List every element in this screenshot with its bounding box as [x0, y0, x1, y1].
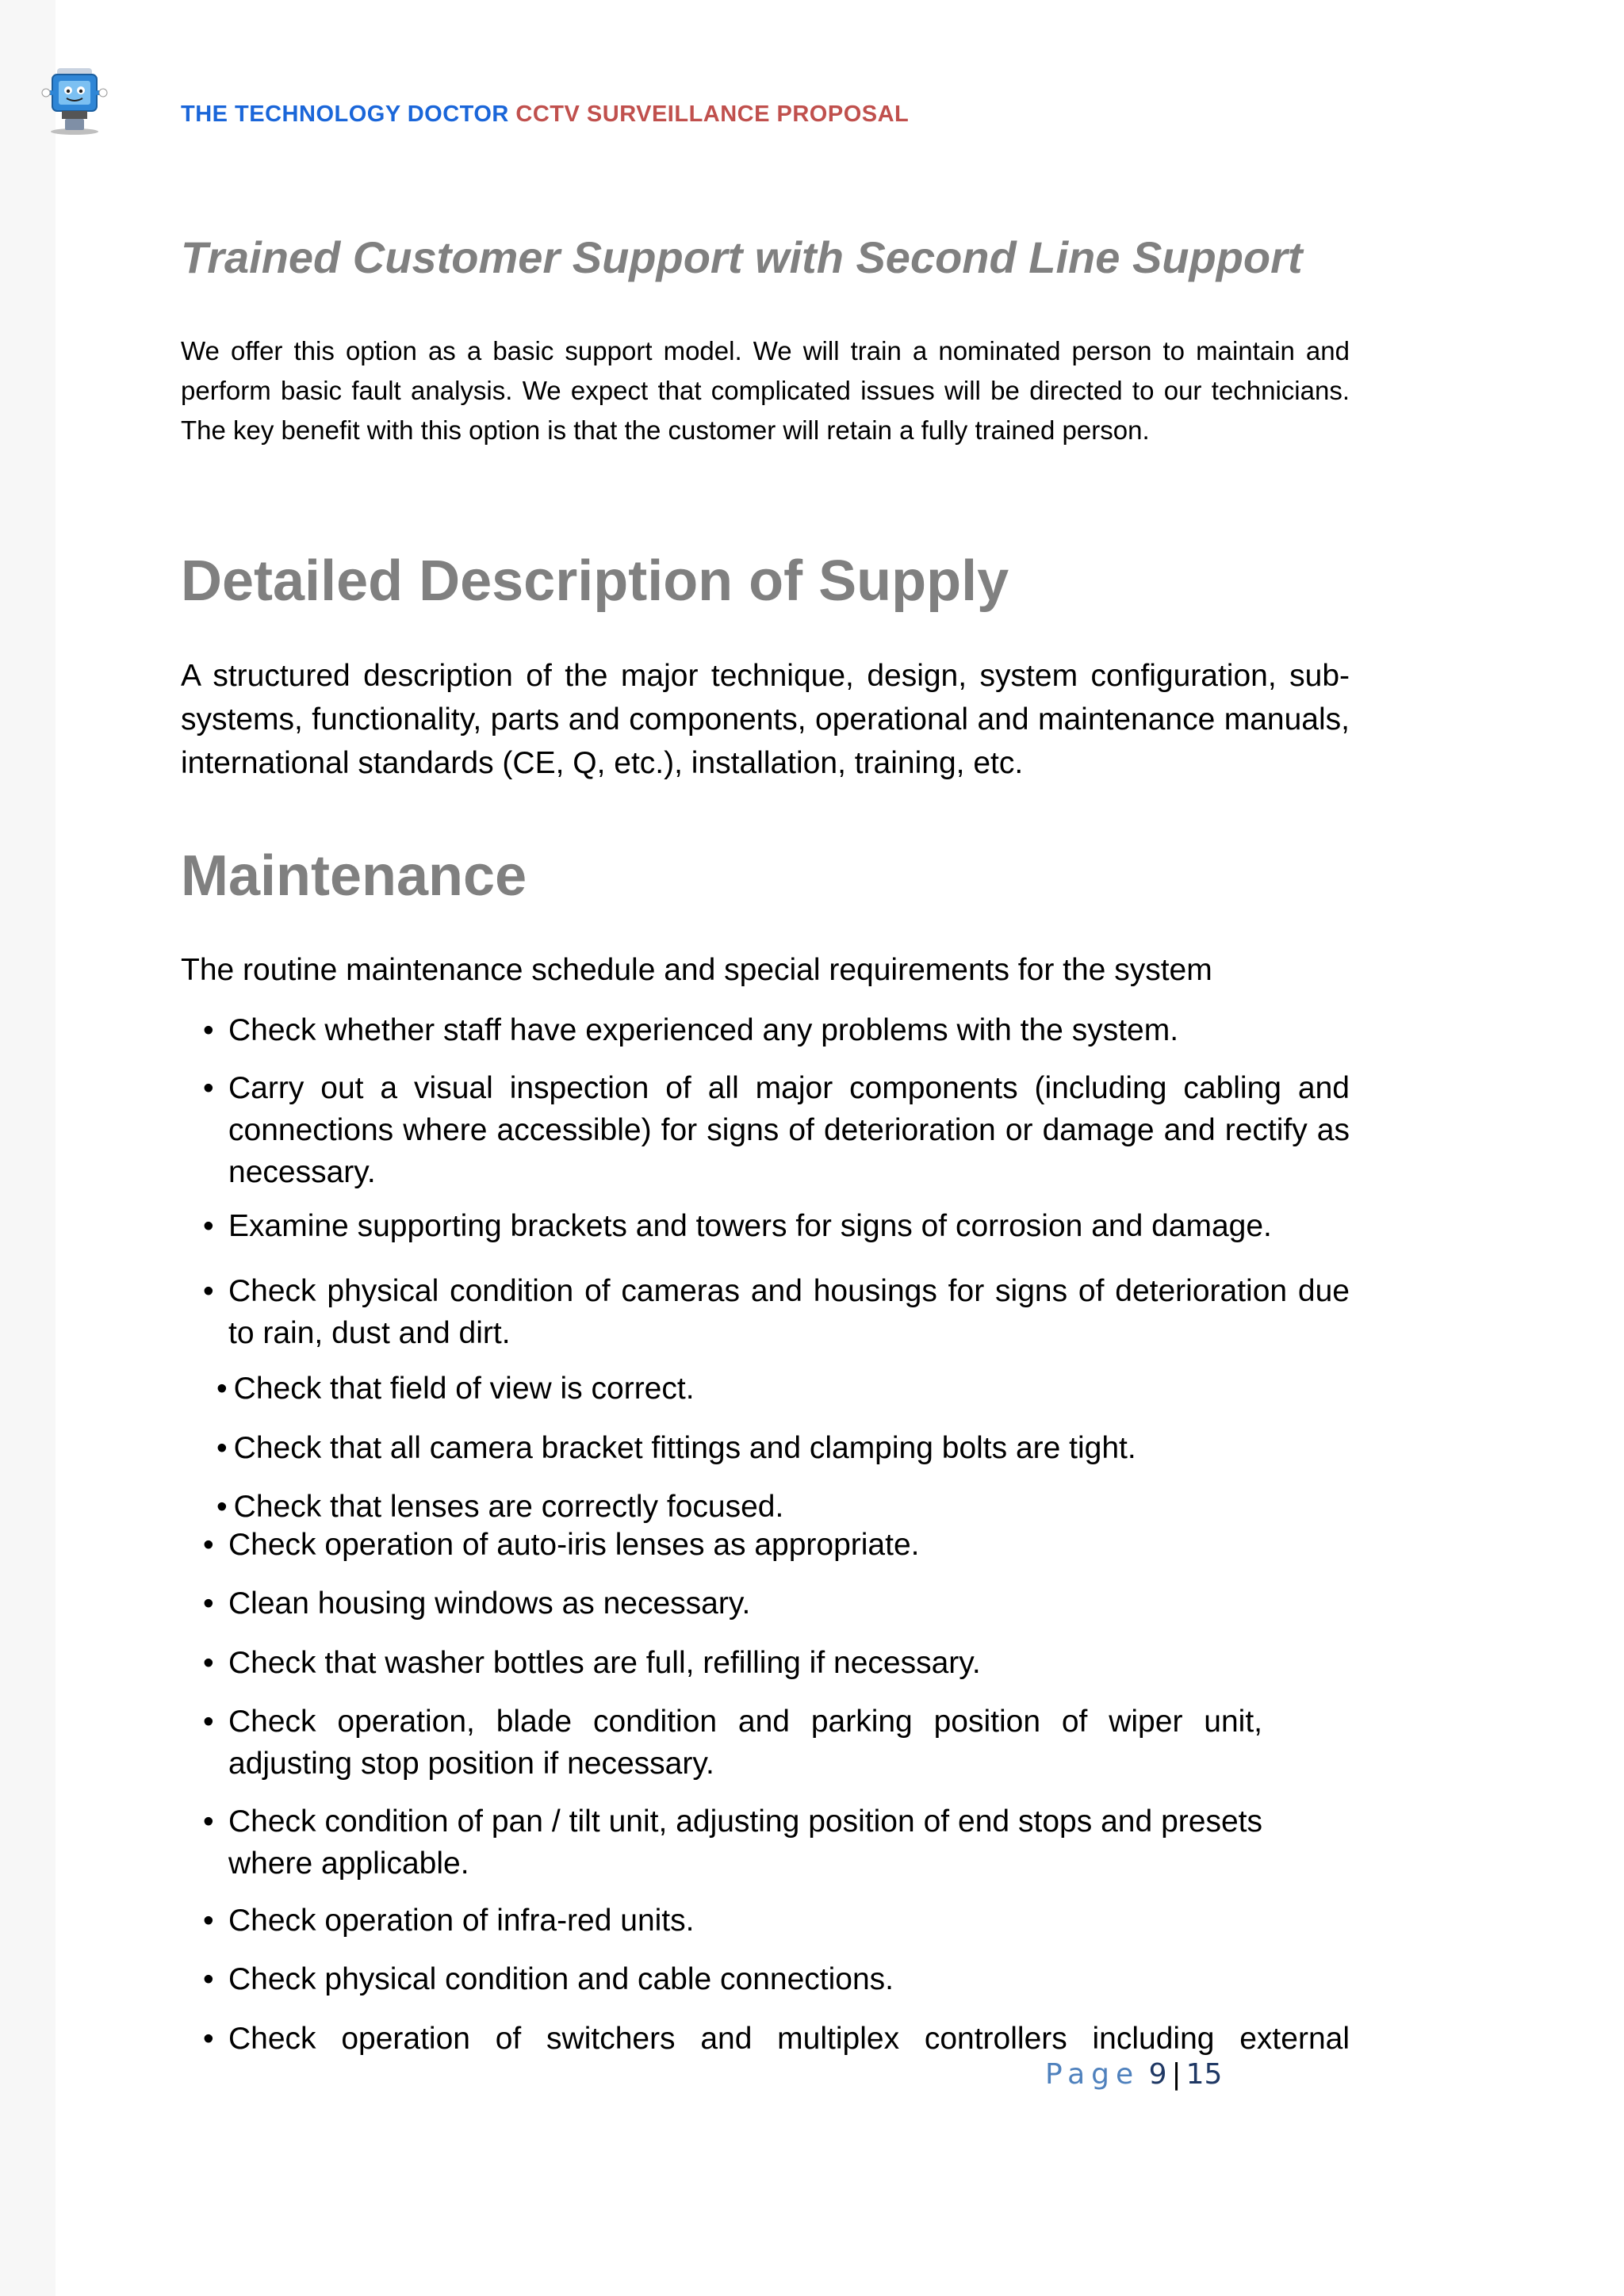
- bullet-icon: •: [216, 1372, 228, 1406]
- bullet-icon: •: [203, 1586, 214, 1621]
- list-item: [203, 1800, 1262, 1885]
- list-item-text: Clean housing windows as necessary.: [228, 1586, 751, 1621]
- list-item-text: Check operation of switchers and multiplex controllers including external: [228, 2022, 1350, 2056]
- heading-maintenance: Maintenance: [181, 844, 527, 908]
- list-item: [203, 1270, 1350, 1354]
- footer-total-pages: 15: [1185, 2058, 1223, 2091]
- list-item: [203, 1701, 1262, 1785]
- bullet-icon: •: [203, 1962, 214, 1996]
- heading-trained-support: Trained Customer Support with Second Line Support: [181, 232, 1303, 282]
- bullet-icon: •: [203, 1209, 214, 1243]
- paragraph-trained-support: We offer this option as a basic support model. We will train a nominated person to maintain and perform basic fault analysis. We expect that complicated issues will be directed to our technicians. The key benefit with this option is that the customer will retain a fully trained person.: [181, 336, 1350, 445]
- list-item-text: Check that lenses are correctly focused.: [233, 1490, 784, 1524]
- paragraph-maintenance-intro: The routine maintenance schedule and special requirements for the system: [181, 953, 1212, 987]
- list-item-text: Check that field of view is correct.: [233, 1372, 695, 1406]
- heading-detailed-description: Detailed Description of Supply: [181, 549, 1009, 613]
- bullet-icon: •: [203, 1528, 214, 1562]
- bullet-icon: •: [203, 2022, 214, 2056]
- list-item: [203, 1524, 1350, 1566]
- list-item-text: Check physical condition and cable connections.: [228, 1962, 894, 1996]
- list-item-text: Check whether staff have experienced any problems with the system.: [228, 1013, 1179, 1047]
- document-header-title: [181, 101, 909, 128]
- list-item-text: Check condition of pan / tilt unit, adjusting position of end stops and presets where applicable.: [228, 1804, 1262, 1881]
- header-title-company: THE TECHNOLOGY DOCTOR: [181, 101, 509, 127]
- list-item: [203, 1900, 1350, 1942]
- header-title-document: CCTV SURVEILLANCE PROPOSAL: [515, 101, 910, 127]
- footer-current-page: 9: [1148, 2058, 1167, 2091]
- bullet-icon: •: [203, 1705, 214, 1739]
- list-item-text: Check operation of infra-red units.: [228, 1904, 695, 1938]
- list-item-text: Examine supporting brackets and towers for signs of corrosion and damage.: [228, 1209, 1272, 1243]
- list-item-text: Check operation, blade condition and parking position of wiper unit, adjusting stop position if necessary.: [228, 1705, 1262, 1781]
- list-item: [216, 1368, 1350, 1410]
- page-footer: [1045, 2058, 1222, 2091]
- bullet-icon: •: [203, 1904, 214, 1938]
- list-item-text: Carry out a visual inspection of all major components (including cabling and connections where accessible) for signs of deterioration or damage and rectify as necessary.: [228, 1071, 1350, 1189]
- bullet-icon: •: [203, 1274, 214, 1308]
- technology-doctor-logo-icon: [41, 63, 108, 136]
- list-item-text: Check that all camera bracket fittings and clamping bolts are tight.: [233, 1431, 1136, 1465]
- list-item: [203, 1205, 1350, 1247]
- list-item: [203, 1582, 1350, 1624]
- list-item-text: Check that washer bottles are full, refilling if necessary.: [228, 1646, 981, 1680]
- paragraph-detailed-description: A structured description of the major technique, design, system configuration, sub-systems, functionality, parts and components, operational and maintenance manuals, international standards (CE, Q, etc.), installation, training, etc.: [181, 659, 1350, 780]
- bullet-icon: •: [216, 1431, 228, 1465]
- list-item: [203, 1642, 1350, 1684]
- list-item-text: Check physical condition of cameras and housings for signs of deterioration due to rain, dust and dirt.: [228, 1274, 1350, 1350]
- footer-page-word: Page: [1045, 2058, 1140, 2091]
- list-item: [203, 1958, 1350, 2000]
- list-item: [203, 2018, 1350, 2060]
- list-item: [216, 1427, 1350, 1469]
- bullet-icon: •: [216, 1490, 228, 1524]
- bullet-icon: •: [203, 1071, 214, 1105]
- list-item-text: Check operation of auto-iris lenses as appropriate.: [228, 1528, 920, 1562]
- list-item: [203, 1067, 1350, 1193]
- bullet-icon: •: [203, 1646, 214, 1680]
- bullet-icon: •: [203, 1804, 214, 1839]
- page-header: [0, 0, 1624, 143]
- footer-separator: |: [1171, 2058, 1182, 2091]
- list-item: [216, 1486, 1350, 1528]
- list-item: [203, 1009, 1350, 1051]
- bullet-icon: •: [203, 1013, 214, 1047]
